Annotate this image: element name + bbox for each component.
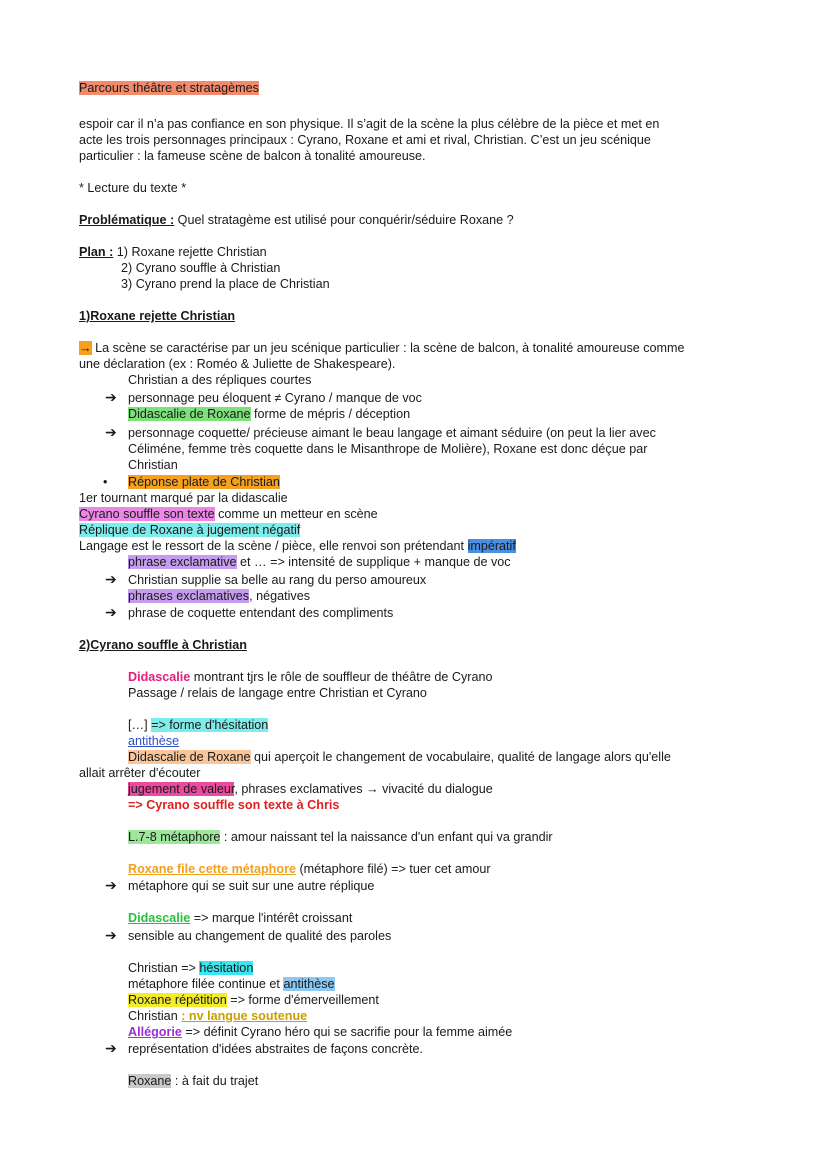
s2-line-18: Allégorie => définit Cyrano héro qui se sacrifie pour la femme aimée: [128, 1025, 513, 1039]
s2-line-3: […] => forme d'hésitation: [128, 718, 269, 732]
plan-line-2: 2) Cyrano souffle à Christian: [121, 261, 281, 275]
s1-line-4: personnage peu éloquent ≠ Cyrano / manque de voc: [128, 391, 422, 405]
s2-line-11: métaphore qui se suit sur une autre réplique: [128, 879, 375, 893]
intro-line-3: particulier : la fameuse scène de balcon à tonalité amoureuse.: [79, 149, 426, 163]
arrow-icon: →: [79, 341, 92, 355]
arrow-bullet-icon: ➔: [105, 877, 117, 893]
problematique: Problématique : Quel stratagème est utilisé pour conquérir/séduire Roxane ?: [79, 213, 514, 227]
arrow-bullet-icon: ➔: [105, 927, 117, 943]
s1-line-11: Cyrano souffle son texte comme un metteur en scène: [79, 507, 378, 521]
s1-line-17: phrase de coquette entendant des compliments: [128, 606, 394, 620]
s2-line-13: sensible au changement de qualité des paroles: [128, 929, 392, 943]
s1-line-14: phrase exclamative et … => intensité de supplique + manque de voc: [128, 555, 511, 569]
section-1-title: 1)Roxane rejette Christian: [79, 309, 236, 323]
arrow-bullet-icon: ➔: [105, 424, 117, 440]
plan-line-1: Plan : 1) Roxane rejette Christian: [79, 245, 267, 259]
s1-line-9: Réponse plate de Christian: [128, 475, 280, 489]
s2-line-6: allait arrêter d'écouter: [79, 766, 201, 780]
s2-line-15: métaphore filée continue et antithèse: [128, 977, 335, 991]
s1-line-13: Langage est le ressort de la scène / pièce, elle renvoi son prétendant impératif: [79, 539, 516, 553]
s2-line-7: jugement de valeur, phrases exclamatives → vivacité du dialogue: [128, 782, 493, 796]
bullet-icon: •: [103, 475, 108, 489]
s1-line-5: Didascalie de Roxane forme de mépris / déception: [128, 407, 411, 421]
s2-line-12: Didascalie => marque l'intérêt croissant: [128, 911, 353, 925]
arrow-bullet-icon: ➔: [105, 389, 117, 405]
s1-line-15: Christian supplie sa belle au rang du perso amoureux: [128, 573, 427, 587]
s2-line-20: Roxane : à fait du trajet: [128, 1074, 259, 1088]
arrow-bullet-icon: ➔: [105, 571, 117, 587]
s1-line-3: Christian a des répliques courtes: [128, 373, 312, 387]
s1-line-2: une déclaration (ex : Roméo & Juliette de Shakespeare).: [79, 357, 396, 371]
lecture-note: * Lecture du texte *: [79, 181, 187, 195]
s1-line-16: phrases exclamatives, négatives: [128, 589, 311, 603]
section-2-title: 2)Cyrano souffle à Christian: [79, 638, 247, 652]
plan-line-3: 3) Cyrano prend la place de Christian: [121, 277, 330, 291]
s1-line-10: 1er tournant marqué par la didascalie: [79, 491, 288, 505]
s1-line-8: Christian: [128, 458, 178, 472]
s2-line-1: Didascalie montrant tjrs le rôle de souffleur de théâtre de Cyrano: [128, 670, 493, 684]
s2-line-16: Roxane répétition => forme d'émerveillement: [128, 993, 379, 1007]
arrow-bullet-icon: ➔: [105, 604, 117, 620]
s2-line-2: Passage / relais de langage entre Christian et Cyrano: [128, 686, 427, 700]
intro-line-1: espoir car il n’a pas confiance en son physique. Il s’agit de la scène la plus célèbre de la pièce et met en: [79, 117, 660, 131]
page-title: Parcours théâtre et stratagèmes: [79, 81, 259, 95]
s2-line-10: Roxane file cette métaphore (métaphore filé) => tuer cet amour: [128, 862, 491, 876]
s2-line-17: Christian : nv langue soutenue: [128, 1009, 308, 1023]
s2-line-5: Didascalie de Roxane qui aperçoit le changement de vocabulaire, qualité de langage alors qu'elle: [128, 750, 671, 764]
arrow-bullet-icon: ➔: [105, 1040, 117, 1056]
s1-line-1: → La scène se caractérise par un jeu scénique particulier : la scène de balcon, à tonalité amoureuse comme: [79, 341, 685, 355]
s2-line-9: L.7-8 métaphore : amour naissant tel la naissance d'un enfant qui va grandir: [128, 830, 553, 844]
s2-line-4: antithèse: [128, 734, 180, 748]
intro-line-2: acte les trois personnages principaux : Cyrano, Roxane et ami et rival, Christian. C’est un jeu scénique: [79, 133, 651, 147]
s1-line-6: personnage coquette/ précieuse aimant le beau langage et aimant séduire (on peut la lier avec: [128, 426, 656, 440]
s2-line-14: Christian => hésitation: [128, 961, 254, 975]
s2-line-8: => Cyrano souffle son texte à Chris: [128, 798, 340, 812]
s1-line-7: Céliméne, femme très coquette dans le Misanthrope de Molière), Roxane est donc déçue par: [128, 442, 648, 456]
s2-line-19: représentation d'idées abstraites de façons concrète.: [128, 1042, 424, 1056]
s1-line-12: Réplique de Roxane à jugement négatif: [79, 523, 301, 537]
